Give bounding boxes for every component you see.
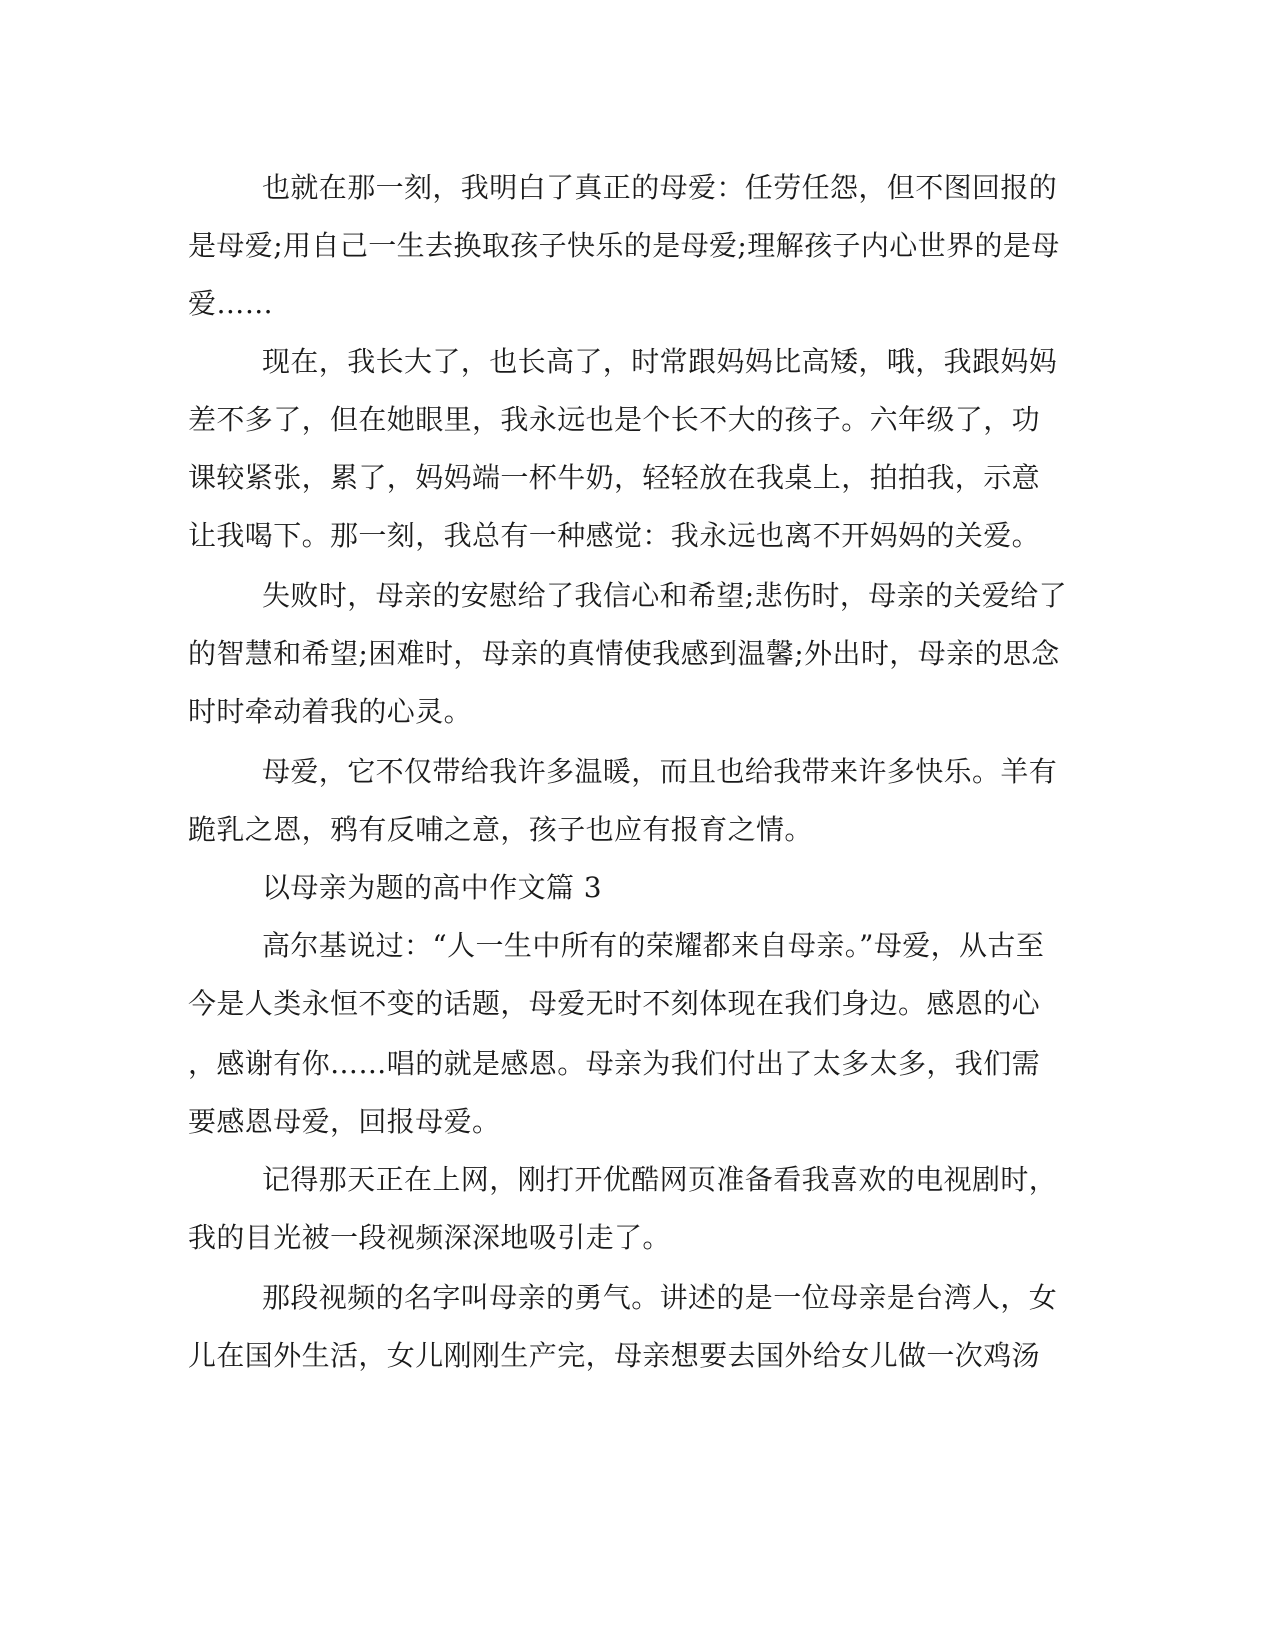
paragraph-line: 差不多了，但在她眼里，我永远也是个长不大的孩子。六年级了，功 (188, 403, 1041, 436)
paragraph-line: 那段视频的名字叫母亲的勇气。讲述的是一位母亲是台湾人，女 (262, 1281, 1058, 1314)
paragraph-line: 儿在国外生活，女儿刚刚生产完，母亲想要去国外给女儿做一次鸡汤 (188, 1339, 1041, 1372)
paragraph-line: 记得那天正在上网，刚打开优酷网页准备看我喜欢的电视剧时， (262, 1163, 1058, 1196)
paragraph-line: 今是人类永恒不变的话题，母爱无时不刻体现在我们身边。感恩的心 (188, 987, 1041, 1020)
paragraph-line: 爱…… (188, 287, 274, 320)
paragraph-line: 高尔基说过：“人一生中所有的荣耀都来自母亲。”母爱，从古至 (262, 929, 1045, 962)
paragraph-line: 时时牵动着我的心灵。 (188, 695, 473, 728)
section-heading: 以母亲为题的高中作文篇 3 (262, 871, 602, 904)
paragraph-line: 失败时，母亲的安慰给了我信心和希望;悲伤时，母亲的关爱给了 (262, 579, 1068, 612)
paragraph-line: 要感恩母爱，回报母爱。 (188, 1105, 501, 1138)
paragraph-line: 母爱，它不仅带给我许多温暖，而且也给我带来许多快乐。羊有 (262, 755, 1058, 788)
paragraph-line: 跪乳之恩，鸦有反哺之意，孩子也应有报育之情。 (188, 813, 813, 846)
paragraph-line: 是母爱;用自己一生去换取孩子快乐的是母爱;理解孩子内心世界的是母 (188, 229, 1060, 262)
paragraph-line: 课较紧张，累了，妈妈端一杯牛奶，轻轻放在我桌上，拍拍我，示意 (188, 461, 1041, 494)
paragraph-line: ，感谢有你……唱的就是感恩。母亲为我们付出了太多太多，我们需 (188, 1047, 1041, 1080)
paragraph-line: 也就在那一刻，我明白了真正的母爱：任劳任怨，但不图回报的 (262, 171, 1058, 204)
paragraph-line: 的智慧和希望;困难时，母亲的真情使我感到温馨;外出时，母亲的思念 (188, 637, 1060, 670)
paragraph-line: 让我喝下。那一刻，我总有一种感觉：我永远也离不开妈妈的关爱。 (188, 519, 1041, 552)
paragraph-line: 我的目光被一段视频深深地吸引走了。 (188, 1221, 671, 1254)
paragraph-line: 现在，我长大了，也长高了，时常跟妈妈比高矮，哦，我跟妈妈 (262, 345, 1058, 378)
